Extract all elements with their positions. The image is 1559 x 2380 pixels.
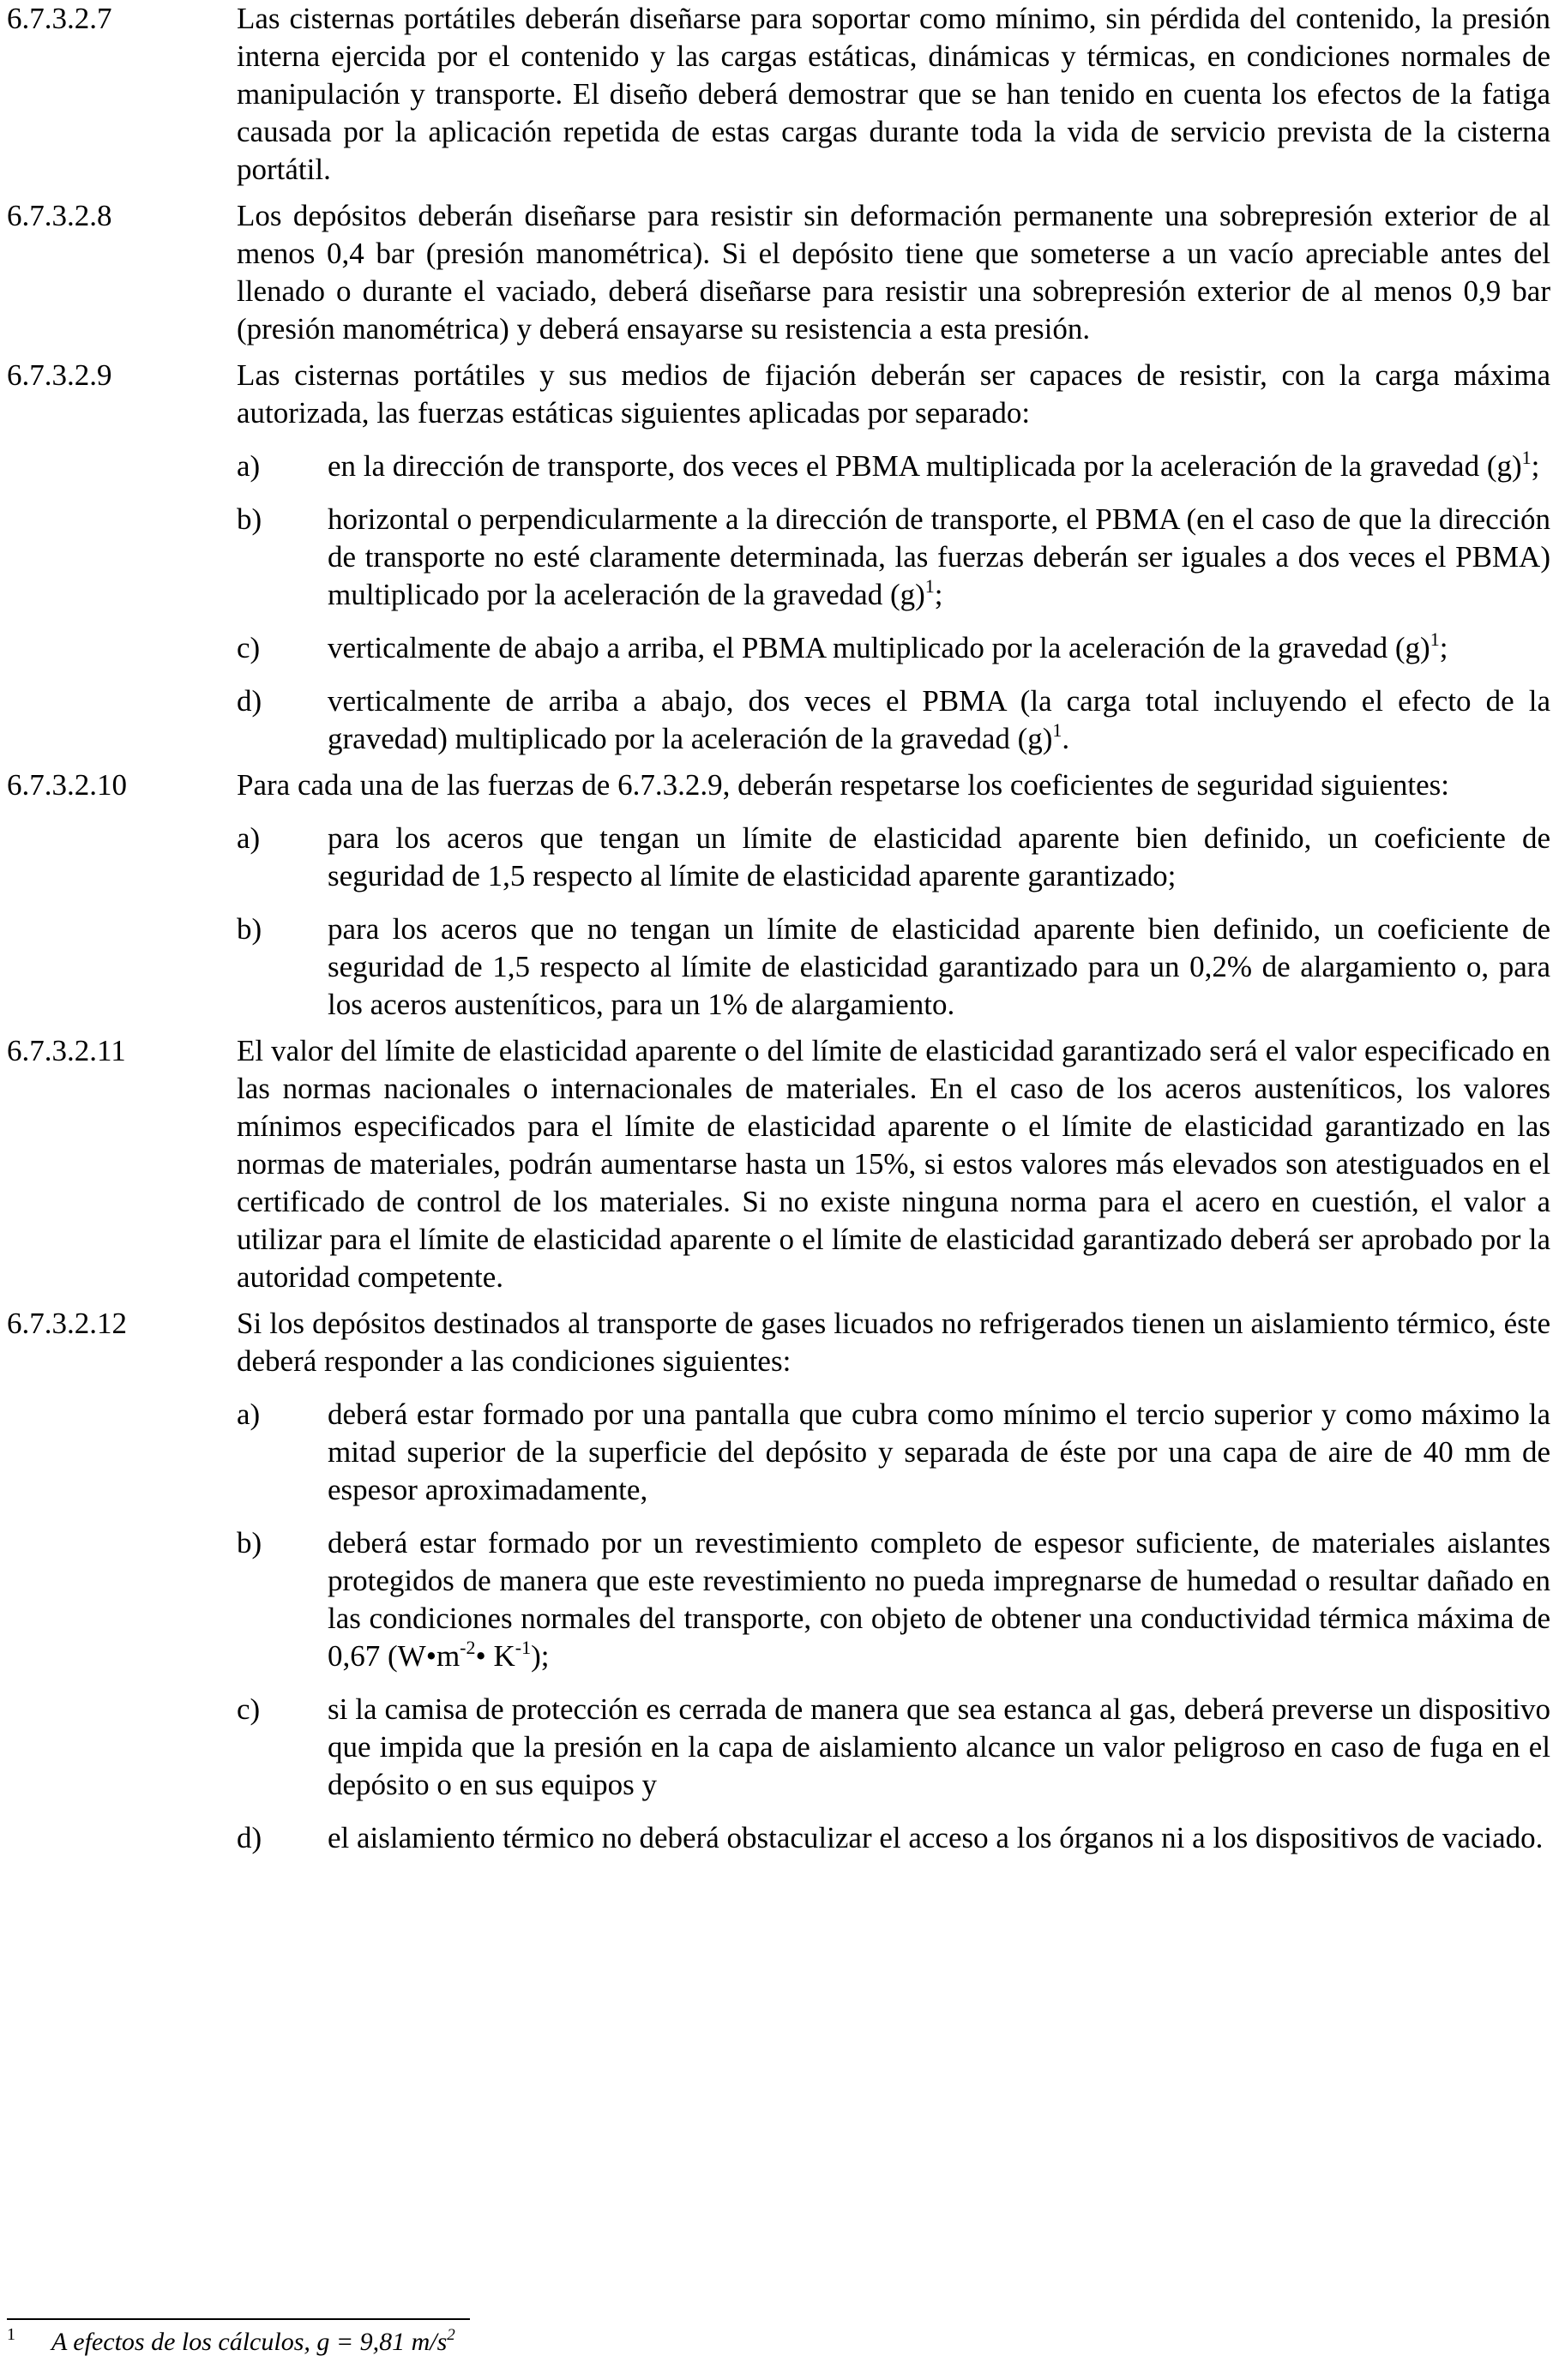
section-number: 6.7.3.2.11	[7, 1034, 126, 1067]
section-paragraph: El valor del límite de elasticidad aparente o del límite de elasticidad garantizado será el valor especificado en las normas nacionales o internacionales de materiales. En el caso de los aceros austeníticos, los valores mínimos especificados para el límite de elasticidad aparente o el límite de elasticidad garantizado en las normas de materiales, podrán aumentarse hasta un 15%, si estos valores más elevados son atestiguados en el certificado de control de los materiales. Si no existe ninguna norma para el acero en cuestión, el valor a utilizar para el límite de elasticidad aparente o el límite de elasticidad garantizado deberá ser aprobado por la autoridad competente.	[237, 1034, 1550, 1294]
unit-text: • K	[475, 1639, 515, 1673]
list-item	[237, 820, 1550, 895]
item-punctuation: );	[531, 1639, 550, 1673]
section-6-7-3-2-12	[7, 1305, 1550, 1857]
section-number: 6.7.3.2.12	[7, 1307, 127, 1340]
section-6-7-3-2-11	[7, 1032, 1550, 1296]
item-letter: a)	[237, 449, 261, 483]
item-letter: c)	[237, 631, 261, 664]
section-6-7-3-2-8	[7, 197, 1550, 348]
section-6-7-3-2-10	[7, 766, 1550, 1024]
item-text: si la camisa de protección es cerrada de manera que sea estanca al gas, deberá preverse un dispositivo que impida que la presión en la capa de aislamiento alcance un valor peligroso en caso de fuga en el depósito o en sus equipos y	[328, 1692, 1550, 1801]
section-number: 6.7.3.2.10	[7, 768, 127, 802]
item-text: verticalmente de arriba a abajo, dos veces el PBMA (la carga total incluyendo el efecto de la gravedad) multiplicado por la aceleración de la gravedad (g)	[328, 684, 1550, 755]
item-text: el aislamiento térmico no deberá obstaculizar el acceso a los órganos ni a los dispositivos de vaciado.	[328, 1821, 1544, 1854]
section-paragraph: Para cada una de las fuerzas de 6.7.3.2.9, deberán respetarse los coeficientes de seguridad siguientes:	[237, 768, 1450, 802]
item-text: verticalmente de abajo a arriba, el PBMA multiplicado por la aceleración de la gravedad (g)	[328, 631, 1430, 664]
item-text: horizontal o perpendicularmente a la dirección de transporte, el PBMA (en el caso de que la dirección de transporte no esté claramente determinada, las fuerzas deberán ser iguales a dos veces el PBMA) multiplicado por la aceleración de la gravedad (g)	[328, 502, 1550, 611]
list-item	[237, 501, 1550, 614]
list-item	[237, 448, 1550, 485]
document-page	[7, 0, 1550, 1866]
list-item	[237, 629, 1550, 667]
item-punctuation: ;	[934, 578, 943, 611]
footnote-reference: 1	[924, 575, 935, 597]
footnote-exponent: 2	[447, 2326, 455, 2344]
item-text: en la dirección de transporte, dos veces el PBMA multiplicada por la aceleración de la gravedad (g)	[328, 449, 1522, 483]
section-number: 6.7.3.2.7	[7, 2, 112, 35]
footnote-reference: 1	[1052, 719, 1062, 741]
section-paragraph: Los depósitos deberán diseñarse para resistir sin deformación permanente una sobrepresión exterior de al menos 0,4 bar (presión manométrica). Si el depósito tiene que someterse a un vacío apreciable antes del llenado o durante el vaciado, deberá diseñarse para resistir una sobrepresión exterior de al menos 0,9 bar (presión manométrica) y deberá ensayarse su resistencia a esta presión.	[237, 199, 1550, 346]
item-list	[237, 820, 1550, 1024]
item-text: deberá estar formado por un revestimiento completo de espesor suficiente, de materiales aislantes protegidos de manera que este revestimiento no pueda impregnarse de humedad o resultar dañado en las condiciones normales del transporte, con objeto de obtener una conductividad térmica máxima de 0,67 (W•m	[328, 1526, 1550, 1673]
item-letter: b)	[237, 1526, 262, 1560]
item-punctuation: .	[1062, 722, 1070, 755]
item-letter: d)	[237, 1821, 262, 1854]
item-letter: b)	[237, 912, 262, 946]
footnote-separator	[7, 2318, 470, 2320]
list-item	[237, 1819, 1550, 1857]
footnote-body: A efectos de los cálculos, g = 9,81 m/s	[51, 2328, 448, 2356]
list-item	[237, 1524, 1550, 1675]
unit-exponent: -2	[460, 1637, 476, 1658]
section-paragraph: Las cisternas portátiles y sus medios de fijación deberán ser capaces de resistir, con la carga máxima autorizada, las fuerzas estáticas siguientes aplicadas por separado:	[237, 358, 1550, 430]
unit-exponent: -1	[515, 1637, 532, 1658]
footnote: 1 A efectos de los cálculos, g = 9,81 $m/s^2$	[7, 2325, 455, 2356]
footnote-reference: 1	[1430, 628, 1440, 650]
item-text: para los aceros que no tengan un límite de elasticidad aparente bien definido, un coeficiente de seguridad de 1,5 respecto al límite de elasticidad garantizado para un 0,2% de alargamiento o, para los aceros austeníticos, para un 1% de alargamiento.	[328, 912, 1550, 1021]
list-item	[237, 911, 1550, 1024]
item-letter: a)	[237, 821, 261, 855]
section-6-7-3-2-9	[7, 357, 1550, 758]
section-paragraph: Si los depósitos destinados al transporte de gases licuados no refrigerados tienen un aislamiento térmico, éste deberá responder a las condiciones siguientes:	[237, 1307, 1550, 1378]
item-text: para los aceros que tengan un límite de elasticidad aparente bien definido, un coeficiente de seguridad de 1,5 respecto al límite de elasticidad aparente garantizado;	[328, 821, 1550, 892]
item-letter: a)	[237, 1397, 261, 1431]
list-item	[237, 682, 1550, 758]
item-punctuation: ;	[1531, 449, 1540, 483]
item-letter: b)	[237, 502, 262, 536]
list-item	[237, 1396, 1550, 1509]
item-list	[237, 448, 1550, 758]
footnote-text	[51, 2328, 455, 2356]
item-punctuation: ;	[1439, 631, 1448, 664]
section-number: 6.7.3.2.8	[7, 199, 112, 232]
item-list	[237, 1396, 1550, 1857]
section-paragraph: Las cisternas portátiles deberán diseñarse para soportar como mínimo, sin pérdida del contenido, la presión interna ejercida por el contenido y las cargas estáticas, dinámicas y térmicas, en condiciones normales de manipulación y transporte. El diseño deberá demostrar que se han tenido en cuenta los efectos de la fatiga causada por la aplicación repetida de estas cargas durante toda la vida de servicio prevista de la cisterna portátil.	[237, 2, 1550, 186]
item-letter: c)	[237, 1692, 261, 1726]
section-number: 6.7.3.2.9	[7, 358, 112, 392]
list-item	[237, 1691, 1550, 1804]
item-letter: d)	[237, 684, 262, 718]
section-6-7-3-2-7	[7, 0, 1550, 189]
item-text: deberá estar formado por una pantalla que cubra como mínimo el tercio superior y como máximo la mitad superior de la superficie del depósito y separada de éste por una capa de aire de 40 mm de espesor aproximadamente,	[328, 1397, 1550, 1506]
footnote-reference: 1	[1521, 447, 1532, 468]
